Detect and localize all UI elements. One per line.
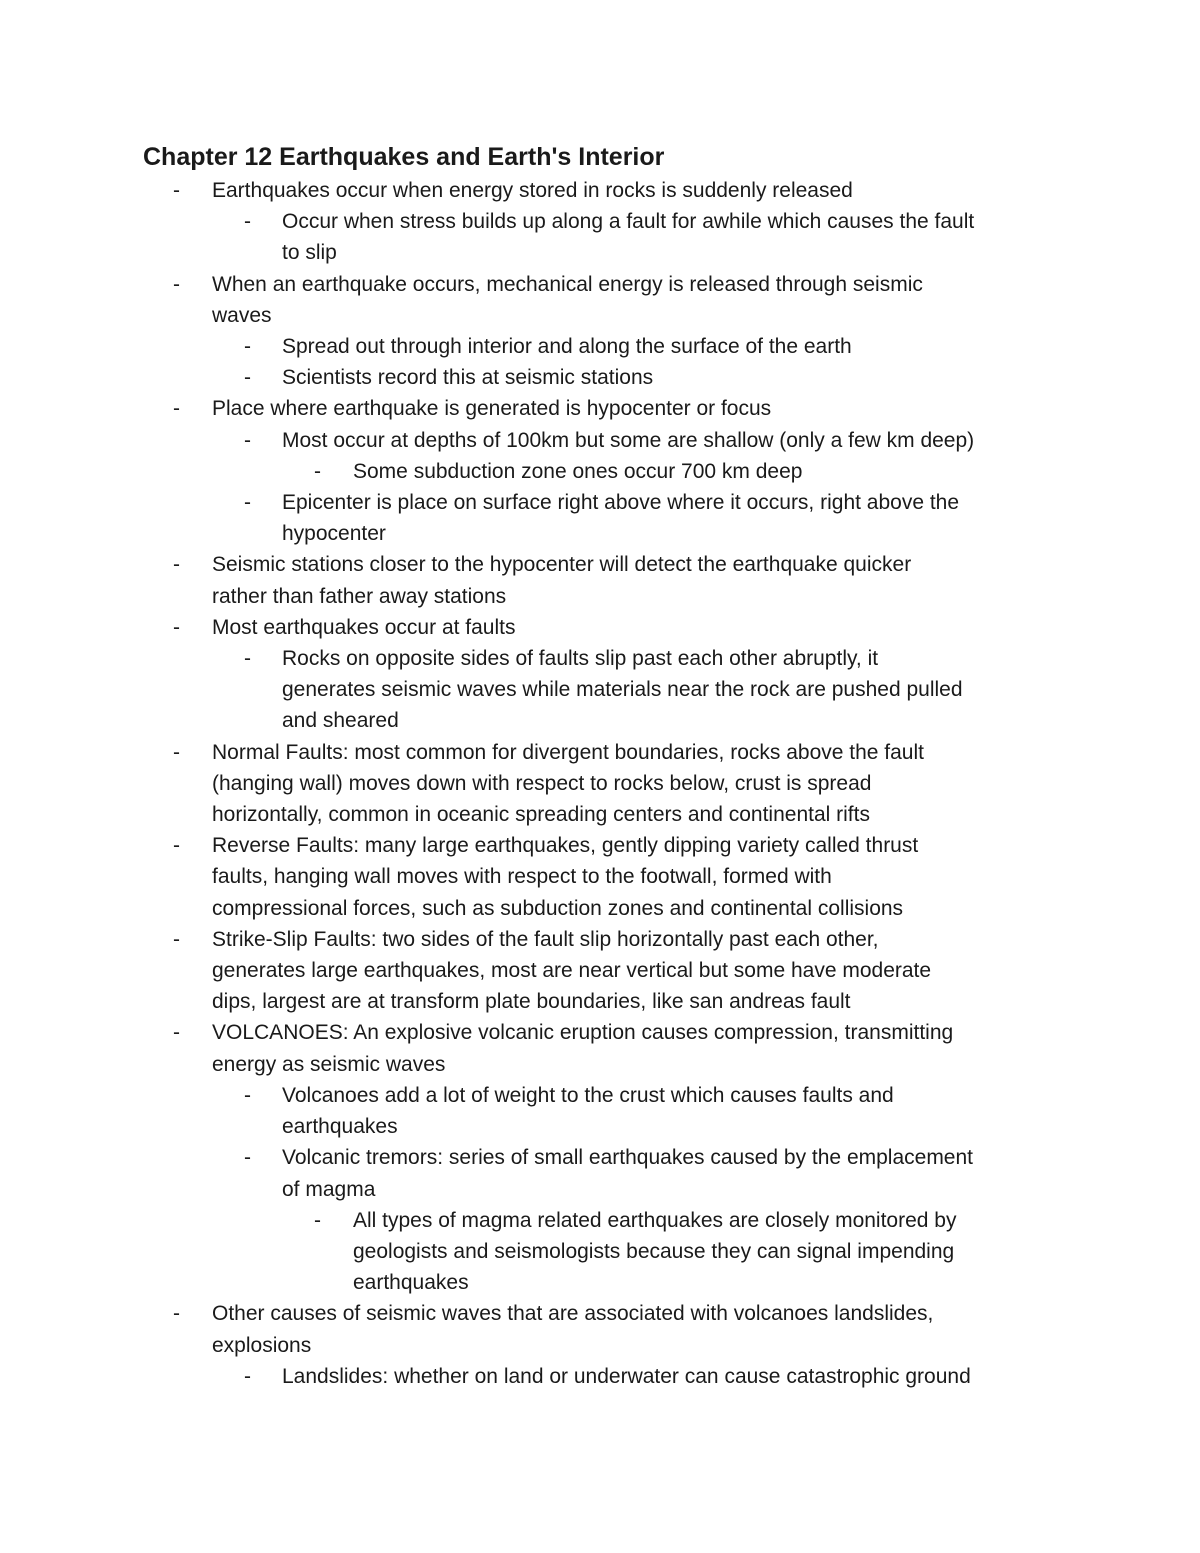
bullet-text-line: earthquakes: [282, 1115, 398, 1139]
bullet-item-level-1: [0, 1017, 1200, 1079]
bullet-marker: -: [314, 459, 321, 483]
bullet-text-line: horizontally, common in oceanic spreading centers and continental rifts: [212, 803, 870, 827]
bullet-item-level-2: [0, 487, 1200, 549]
bullet-text-line: of magma: [282, 1177, 376, 1201]
bullet-text-line: energy as seismic waves: [212, 1052, 446, 1076]
bullet-text-line: Most earthquakes occur at faults: [212, 615, 516, 639]
bullet-marker: -: [244, 335, 251, 359]
bullet-marker: -: [173, 179, 180, 202]
bullet-marker: -: [173, 834, 180, 858]
bullet-text-line: dips, largest are at transform plate boundaries, like san andreas fault: [212, 990, 851, 1014]
bullet-text-line: and sheared: [282, 709, 399, 733]
bullet-marker: -: [173, 272, 180, 296]
bullet-text-line: compressional forces, such as subduction zones and continental collisions: [212, 896, 904, 920]
bullet-text-line: generates large earthquakes, most are near vertical but some have moderate: [212, 959, 932, 983]
bullet-item-level-1: [0, 612, 1200, 643]
bullet-text-line: Scientists record this at seismic stations: [282, 366, 654, 390]
bullet-text-line: Volcanoes add a lot of weight to the crust which causes faults and: [282, 1083, 894, 1107]
bullet-item-level-2: [0, 1080, 1200, 1142]
page-title: Chapter 12 Earthquakes and Earth's Interior: [143, 143, 665, 171]
bullet-text-line: Normal Faults: most common for divergent boundaries, rocks above the fault: [212, 740, 924, 764]
notes-list: [0, 175, 1200, 1392]
bullet-text-line: Epicenter is place on surface right above where it occurs, right above the: [282, 491, 960, 515]
bullet-marker: -: [244, 210, 251, 234]
bullet-marker: -: [244, 366, 251, 390]
bullet-item-level-1: [0, 924, 1200, 1018]
bullet-text-line: VOLCANOES: An explosive volcanic eruption causes compression, transmitting: [212, 1021, 954, 1045]
bullet-text-line: Strike-Slip Faults: two sides of the fault slip horizontally past each other,: [212, 927, 879, 951]
bullet-item-level-2: [0, 643, 1200, 737]
bullet-text-line: generates seismic waves while materials near the rock are pushed pulled: [282, 678, 963, 702]
bullet-marker: -: [173, 740, 180, 764]
bullet-marker: -: [173, 553, 180, 577]
bullet-item-level-1: [0, 830, 1200, 924]
bullet-item-level-2: [0, 362, 1200, 393]
bullet-item-level-1: [0, 269, 1200, 331]
bullet-item-level-2: [0, 331, 1200, 362]
bullet-text-line: earthquakes: [353, 1271, 469, 1295]
bullet-text-line: Some subduction zone ones occur 700 km deep: [353, 459, 803, 483]
bullet-item-level-1: [0, 393, 1200, 424]
bullet-text-line: Most occur at depths of 100km but some are shallow (only a few km deep): [282, 428, 975, 452]
bullet-item-level-2: [0, 1142, 1200, 1204]
bullet-text-line: Spread out through interior and along the surface of the earth: [282, 335, 852, 359]
bullet-text-line: Earthquakes occur when energy stored in rocks is suddenly released: [212, 179, 853, 202]
bullet-item-level-2: [0, 206, 1200, 268]
bullet-text-line: Volcanic tremors: series of small earthquakes caused by the emplacement: [282, 1146, 974, 1170]
bullet-text-line: Occur when stress builds up along a fault for awhile which causes the fault: [282, 210, 975, 234]
bullet-item-level-3: [0, 456, 1200, 487]
bullet-marker: -: [173, 1302, 180, 1326]
bullet-marker: -: [244, 647, 251, 671]
bullet-marker: -: [244, 491, 251, 515]
bullet-text-line: Place where earthquake is generated is hypocenter or focus: [212, 397, 772, 421]
bullet-text-line: Reverse Faults: many large earthquakes, gently dipping variety called thrust: [212, 834, 919, 858]
bullet-text-line: faults, hanging wall moves with respect to the footwall, formed with: [212, 865, 832, 889]
bullet-text-line: (hanging wall) moves down with respect to rocks below, crust is spread: [212, 771, 872, 795]
bullet-text-line: All types of magma related earthquakes are closely monitored by: [353, 1208, 957, 1232]
bullet-text-line: When an earthquake occurs, mechanical energy is released through seismic: [212, 272, 923, 296]
bullet-text-line: explosions: [212, 1333, 312, 1357]
bullet-marker: -: [244, 1364, 251, 1388]
bullet-item-level-3: [0, 1205, 1200, 1299]
bullet-item-level-2: [0, 1361, 1200, 1392]
bullet-marker: -: [244, 428, 251, 452]
bullet-item-level-1: [0, 549, 1200, 611]
bullet-text-line: Rocks on opposite sides of faults slip past each other abruptly, it: [282, 647, 879, 671]
bullet-text-line: geologists and seismologists because they can signal impending: [353, 1239, 955, 1263]
bullet-marker: -: [173, 615, 180, 639]
bullet-text-line: waves: [212, 303, 272, 327]
bullet-text-line: Seismic stations closer to the hypocenter will detect the earthquake quicker: [212, 553, 912, 577]
bullet-marker: -: [244, 1146, 251, 1170]
bullet-marker: -: [244, 1083, 251, 1107]
bullet-marker: -: [314, 1208, 321, 1232]
bullet-text-line: rather than father away stations: [212, 584, 507, 608]
bullet-text-line: Other causes of seismic waves that are associated with volcanoes landslides,: [212, 1302, 934, 1326]
bullet-item-level-2: [0, 425, 1200, 456]
bullet-marker: -: [173, 927, 180, 951]
bullet-marker: -: [173, 1021, 180, 1045]
bullet-text-line: to slip: [282, 241, 337, 265]
bullet-marker: -: [173, 397, 180, 421]
bullet-text-line: hypocenter: [282, 522, 386, 546]
bullet-item-level-1: [0, 737, 1200, 831]
bullet-item-level-1: [0, 1298, 1200, 1360]
bullet-text-line: Landslides: whether on land or underwater can cause catastrophic ground: [282, 1364, 971, 1388]
bullet-item-level-1: [0, 175, 1200, 206]
